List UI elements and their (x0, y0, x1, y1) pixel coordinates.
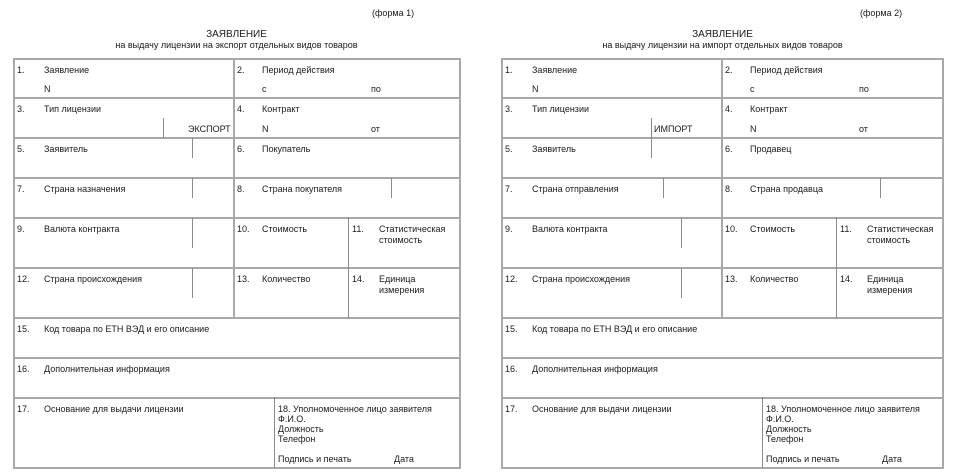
field-2-to[interactable]: по (859, 84, 869, 94)
field-18-label: 18. Уполномоченное лицо заявителя (278, 404, 432, 414)
field-1-number: 1. (505, 65, 513, 75)
field-8-label: Страна продавца (750, 184, 823, 194)
field-4-number: 4. (237, 104, 245, 114)
field-2-number: 2. (725, 65, 733, 75)
field-6-label: Покупатель (262, 144, 311, 154)
field-16-number: 16. (17, 364, 30, 374)
field-18-full-name: Ф.И.О. (766, 414, 794, 424)
field-2-to[interactable]: по (371, 84, 381, 94)
field-14-label-line2: измерения (379, 285, 425, 295)
field-17-label: Основание для выдачи лицензии (532, 404, 672, 414)
field-16-label: Дополнительная информация (532, 364, 658, 374)
field-9-label: Валюта контракта (44, 224, 120, 234)
field-16-number: 16. (505, 364, 518, 374)
field-1-application-number[interactable]: N (532, 84, 539, 94)
form-title: ЗАЯВЛЕНИЕ (206, 29, 267, 40)
field-18-position: Должность (278, 424, 324, 434)
field-12-number: 12. (17, 274, 30, 284)
field-1-application-number[interactable]: N (44, 84, 51, 94)
field-14-label: Единица (867, 274, 904, 284)
form-title: ЗАЯВЛЕНИЕ (692, 29, 753, 40)
field-18-full-name: Ф.И.О. (278, 414, 306, 424)
field-3-license-type: ИМПОРТ (654, 124, 693, 134)
field-11-label: Статистическая (867, 224, 934, 234)
field-2-number: 2. (237, 65, 245, 75)
field-14-number: 14. (840, 274, 853, 284)
field-11-number: 11. (840, 224, 852, 234)
field-12-label: Страна происхождения (44, 274, 142, 284)
field-8-number: 8. (237, 184, 245, 194)
table-border-left (501, 58, 503, 469)
field-14-label: Единица (379, 274, 416, 284)
field-3-license-type: ЭКСПОРТ (188, 124, 231, 134)
field-11-label-line2: стоимость (867, 235, 911, 245)
field-5-number: 5. (17, 144, 25, 154)
row-divider (501, 357, 943, 359)
field-18-signature: Подпись и печать (766, 454, 840, 464)
field-5-label: Заявитель (532, 144, 576, 154)
field-4-label: Контракт (262, 104, 300, 114)
field-15-label: Код товара по ЕТН ВЭД и его описание (532, 324, 698, 334)
field-11-label-line2: стоимость (379, 235, 423, 245)
table-border-right (942, 58, 944, 469)
field-13-number: 13. (237, 274, 250, 284)
field-4-contract-date[interactable]: от (859, 124, 868, 134)
field-10-number: 10. (725, 224, 738, 234)
field-13-label: Количество (750, 274, 799, 284)
field-8-label: Страна покупателя (262, 184, 343, 194)
field-14-number: 14. (352, 274, 365, 284)
field-2-label: Период действия (262, 65, 335, 75)
field-4-contract-number[interactable]: N (262, 124, 269, 134)
field-3-label: Тип лицензии (532, 104, 589, 114)
field-6-number: 6. (237, 144, 245, 154)
field-17-label: Основание для выдачи лицензии (44, 404, 184, 414)
field-8-number: 8. (725, 184, 733, 194)
field-17-number: 17. (17, 404, 30, 414)
column-divider-middle (721, 58, 723, 319)
field-2-label: Период действия (750, 65, 823, 75)
field-3-label: Тип лицензии (44, 104, 101, 114)
field-13-label: Количество (262, 274, 311, 284)
form-number: (форма 2) (860, 8, 903, 18)
field-7-divider (663, 178, 664, 198)
field-18-date: Дата (882, 454, 902, 464)
field-18-phone: Телефон (278, 434, 316, 444)
field-12-label: Страна происхождения (532, 274, 630, 284)
field-10-number: 10. (237, 224, 250, 234)
field-2-from[interactable]: с (750, 84, 755, 94)
field-6-number: 6. (725, 144, 733, 154)
form-subtitle: на выдачу лицензии на экспорт отдельных видов товаров (115, 40, 358, 50)
field-5-number: 5. (505, 144, 513, 154)
field-4-contract-date[interactable]: от (371, 124, 380, 134)
field-9-number: 9. (505, 224, 513, 234)
field-3-divider (651, 118, 652, 158)
field-3-number: 3. (17, 104, 25, 114)
field-12-divider (681, 268, 682, 298)
field-4-number: 4. (725, 104, 733, 114)
field-4-label: Контракт (750, 104, 788, 114)
field-18-label: 18. Уполномоченное лицо заявителя (766, 404, 920, 414)
field-17-number: 17. (505, 404, 518, 414)
field-2-from[interactable]: с (262, 84, 267, 94)
field-18-position: Должность (766, 424, 812, 434)
field-9-divider (681, 218, 682, 248)
field-1-number: 1. (17, 65, 25, 75)
field-7-label: Страна отправления (532, 184, 619, 194)
field-7-label: Страна назначения (44, 184, 126, 194)
table-border-bottom (501, 467, 943, 469)
row-divider (501, 397, 943, 399)
field-13-number: 13. (725, 274, 738, 284)
field-4-contract-number[interactable]: N (750, 124, 757, 134)
form-number: (форма 1) (372, 8, 415, 18)
field-5-label: Заявитель (44, 144, 88, 154)
field-10-label: Стоимость (750, 224, 796, 234)
field-12-number: 12. (505, 274, 518, 284)
field-1-label: Заявление (44, 65, 90, 75)
field-10-label: Стоимость (262, 224, 308, 234)
field-7-number: 7. (17, 184, 25, 194)
column-divider-17-18 (762, 397, 763, 468)
field-8-divider (880, 178, 881, 198)
column-divider-11-14 (836, 217, 837, 318)
field-18-date: Дата (394, 454, 414, 464)
field-9-label: Валюта контракта (532, 224, 608, 234)
field-7-number: 7. (505, 184, 513, 194)
field-15-number: 15. (505, 324, 518, 334)
field-3-number: 3. (505, 104, 513, 114)
field-11-number: 11. (352, 224, 364, 234)
field-14-label-line2: измерения (867, 285, 913, 295)
field-16-label: Дополнительная информация (44, 364, 170, 374)
field-6-label: Продавец (750, 144, 792, 154)
field-1-label: Заявление (532, 65, 578, 75)
field-15-number: 15. (17, 324, 30, 334)
field-9-number: 9. (17, 224, 25, 234)
field-11-label: Статистическая (379, 224, 446, 234)
field-15-label: Код товара по ЕТН ВЭД и его описание (44, 324, 210, 334)
field-18-signature: Подпись и печать (278, 454, 352, 464)
form-subtitle: на выдачу лицензии на импорт отдельных видов товаров (602, 40, 843, 50)
field-18-phone: Телефон (766, 434, 804, 444)
